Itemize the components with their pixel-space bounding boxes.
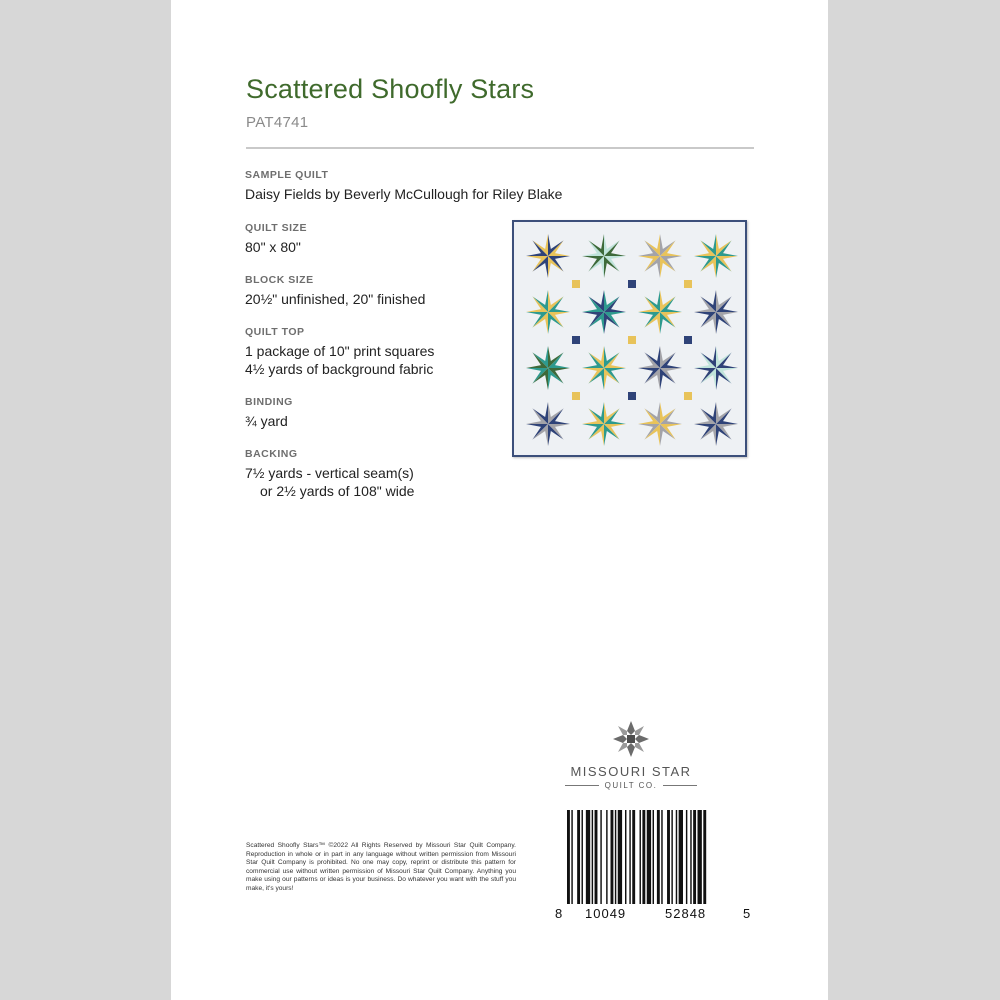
- barcode-bar: [625, 810, 626, 904]
- quilt-photo: [512, 220, 747, 457]
- spec-value: 1 package of 10" print squares: [245, 343, 435, 359]
- copyright-notice: Scattered Shoofly Stars™ ©2022 All Rights Reserved by Missouri Star Quilt Company. Reproduction in whole or in part in any language without written permission from Missouri Star Quilt Company is prohibited. No one may copy, reprint or distribute this pattern for commercial use without written permission of Missouri Star Quilt Company. Anything you make using our patterns or ideas is your business. Do whatever you want with the stuff you make, it's yours!: [246, 842, 516, 892]
- barcode-bar: [600, 810, 601, 904]
- barcode-bar: [632, 810, 635, 904]
- barcode-bar: [676, 810, 677, 904]
- barcode-digits-right: 52848: [665, 906, 707, 921]
- barcode-digit-lead: 8: [555, 906, 564, 921]
- barcode-bar: [703, 810, 706, 904]
- barcode-bar: [693, 810, 696, 904]
- spec-quilt-size: [245, 222, 307, 256]
- shoofly-accent: [684, 280, 692, 288]
- spec-block-size: [245, 274, 425, 308]
- barcode-bar: [690, 810, 691, 904]
- upc-barcode: [555, 810, 755, 924]
- star-block: [694, 234, 738, 278]
- spec-label: BINDING: [245, 396, 293, 408]
- spec-label: BACKING: [245, 448, 298, 460]
- spec-label: QUILT TOP: [245, 326, 305, 338]
- barcode-bar: [667, 810, 670, 904]
- shoofly-accent: [684, 392, 692, 400]
- spec-label: BLOCK SIZE: [245, 274, 314, 286]
- star-block: [582, 290, 626, 334]
- spec-value: ¾ yard: [245, 413, 288, 429]
- barcode-bar: [661, 810, 662, 904]
- barcode-bar: [618, 810, 622, 904]
- barcode-bar: [582, 810, 583, 904]
- barcode-bar: [679, 810, 683, 904]
- barcode-bar: [592, 810, 593, 904]
- quilt-illustration: [514, 222, 745, 455]
- pattern-title: Scattered Shoofly Stars: [246, 74, 535, 104]
- shoofly-accent: [572, 392, 580, 400]
- shoofly-accent: [628, 336, 636, 344]
- shoofly-accent: [628, 280, 636, 288]
- pattern-back-page: [171, 0, 828, 1000]
- shoofly-accent: [572, 336, 580, 344]
- brand-subline: [561, 781, 701, 790]
- barcode-bar: [606, 810, 607, 904]
- spec-label: SAMPLE QUILT: [245, 169, 329, 181]
- barcode-bar: [698, 810, 702, 904]
- star-block: [582, 234, 626, 278]
- barcode-bar: [611, 810, 614, 904]
- barcode-digit-check: 5: [743, 906, 752, 921]
- spec-backing: [245, 448, 414, 500]
- barcode-bar: [567, 810, 570, 904]
- star-block: [638, 290, 682, 334]
- brand-sub-text: QUILT CO.: [604, 781, 658, 790]
- brand-logo-block: [561, 720, 701, 790]
- barcode-digits-left: 10049: [585, 906, 627, 921]
- barcode-bar: [629, 810, 630, 904]
- barcode-bar: [586, 810, 590, 904]
- barcode-bar: [653, 810, 654, 904]
- star-block: [638, 402, 682, 446]
- spec-quilt-top: [245, 326, 434, 378]
- barcode-bar: [686, 810, 687, 904]
- spec-value: 7½ yards - vertical seam(s): [245, 465, 414, 481]
- barcode-bar: [595, 810, 598, 904]
- star-block: [582, 402, 626, 446]
- star-block: [582, 346, 626, 390]
- brand-name: MISSOURI STAR: [570, 764, 692, 779]
- barcode-bar: [571, 810, 572, 904]
- spec-value: Daisy Fields by Beverly McCullough for Riley Blake: [245, 186, 563, 202]
- barcode-bar: [577, 810, 580, 904]
- title-divider: [246, 147, 754, 149]
- spec-value: 4½ yards of background fabric: [245, 361, 434, 377]
- star-block: [526, 234, 570, 278]
- star-logo-icon: [612, 720, 650, 758]
- pattern-code: PAT4741: [246, 114, 309, 131]
- star-block: [638, 234, 682, 278]
- star-block: [694, 402, 738, 446]
- spec-label: QUILT SIZE: [245, 222, 307, 234]
- shoofly-accent: [628, 392, 636, 400]
- spec-value: 20½" unfinished, 20" finished: [245, 291, 426, 307]
- spec-value: or 2½ yards of 108" wide: [260, 483, 415, 499]
- barcode-bar: [615, 810, 616, 904]
- star-block: [526, 346, 570, 390]
- shoofly-accent: [572, 280, 580, 288]
- star-block: [694, 290, 738, 334]
- star-block: [526, 402, 570, 446]
- barcode-bar: [647, 810, 651, 904]
- spec-value: 80" x 80": [245, 239, 301, 255]
- barcode-bar: [642, 810, 645, 904]
- star-block: [638, 346, 682, 390]
- spec-binding: [245, 396, 293, 430]
- divider: [565, 785, 599, 786]
- spec-sample-quilt: [245, 169, 562, 203]
- barcode-bar: [671, 810, 672, 904]
- star-block: [694, 346, 738, 390]
- star-block: [526, 290, 570, 334]
- shoofly-accent: [684, 336, 692, 344]
- divider: [663, 785, 697, 786]
- barcode-bars: [555, 810, 755, 906]
- barcode-bar: [640, 810, 641, 904]
- barcode-bar: [657, 810, 660, 904]
